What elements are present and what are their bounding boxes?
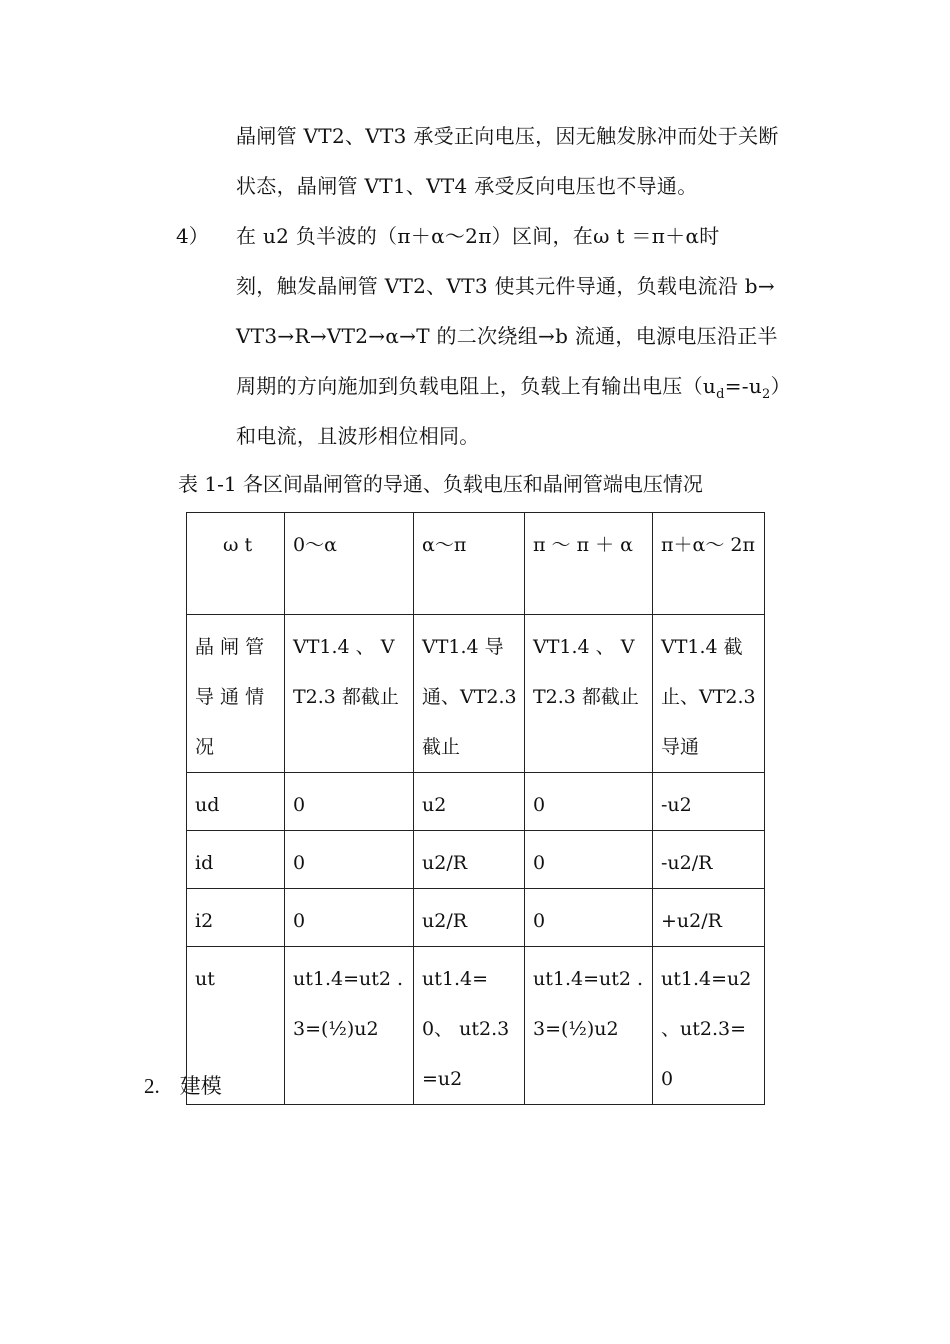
table-cell: VT1.4 截 止、VT2.3 导通 — [653, 615, 765, 773]
header-cell: α～π — [414, 513, 525, 615]
table-cell: ut1.4=ut2 .3=(½)u2 — [285, 947, 414, 1105]
table-cell: 0 — [525, 889, 653, 947]
table-cell: ut1.4=ut2 .3=(½)u2 — [525, 947, 653, 1105]
item4-line-2: 刻，触发晶闸管 VT2、VT3 使其元件导通，负载电流沿 b→ — [236, 274, 775, 298]
table-cell: VT1.4 、 VT2.3 都截止 — [285, 615, 414, 773]
table-row — [187, 831, 765, 889]
table-header-row — [187, 513, 765, 615]
table-cell: +u2/R — [653, 889, 765, 947]
table-cell: u2/R — [414, 831, 525, 889]
item4-line-1: 在 u2 负半波的（π＋α～2π）区间，在ω t ＝π＋α时 — [236, 224, 720, 248]
table-cell: ut1.4=u2 、ut2.3=0 — [653, 947, 765, 1105]
header-cell: π ～ π ＋ α — [525, 513, 653, 615]
header-cell: ω t — [187, 513, 285, 615]
section-title: 建模 — [179, 1074, 222, 1098]
row-label: ud — [187, 773, 285, 831]
table-cell: -u2/R — [653, 831, 765, 889]
section-number: 2. — [144, 1074, 160, 1098]
table-caption: 表 1-1 各区间晶闸管的导通、负载电压和晶闸管端电压情况 — [178, 472, 703, 496]
conduction-table — [186, 512, 765, 1105]
row-label: i2 — [187, 889, 285, 947]
table-row — [187, 947, 765, 1105]
table-cell: 0 — [285, 773, 414, 831]
table-cell: u2 — [414, 773, 525, 831]
table-row — [187, 889, 765, 947]
item4-line-5: 和电流，且波形相位相同。 — [236, 424, 480, 448]
table-cell: u2/R — [414, 889, 525, 947]
table-cell: VT1.4 、 VT2.3 都截止 — [525, 615, 653, 773]
section-heading — [144, 1074, 222, 1098]
table-cell: 0 — [525, 831, 653, 889]
table-cell: ut1.4=0、 ut2.3=u2 — [414, 947, 525, 1105]
paragraph-line-1: 晶闸管 VT2、VT3 承受正向电压，因无触发脉冲而处于关断 — [236, 124, 779, 148]
row-label: ut — [187, 947, 285, 1105]
row-label: 晶 闸 管 导 通 情 况 — [187, 615, 285, 773]
header-cell: π＋α～ 2π — [653, 513, 765, 615]
header-cell: 0～α — [285, 513, 414, 615]
table-cell: -u2 — [653, 773, 765, 831]
item4-line-3: VT3→R→VT2→α→T 的二次绕组→b 流通，电源电压沿正半 — [236, 324, 778, 348]
table-cell: VT1.4 导 通、VT2.3 截止 — [414, 615, 525, 773]
table-cell: 0 — [525, 773, 653, 831]
table-cell: 0 — [285, 889, 414, 947]
list-item-number: 4） — [176, 224, 209, 248]
item4-line-4: 周期的方向施加到负载电阻上，负载上有输出电压$(u_d=-u_2)$ — [236, 374, 791, 402]
paragraph-line-2: 状态，晶闸管 VT1、VT4 承受反向电压也不导通。 — [236, 174, 698, 198]
table-row — [187, 615, 765, 773]
row-label: id — [187, 831, 285, 889]
table-row — [187, 773, 765, 831]
table-cell: 0 — [285, 831, 414, 889]
